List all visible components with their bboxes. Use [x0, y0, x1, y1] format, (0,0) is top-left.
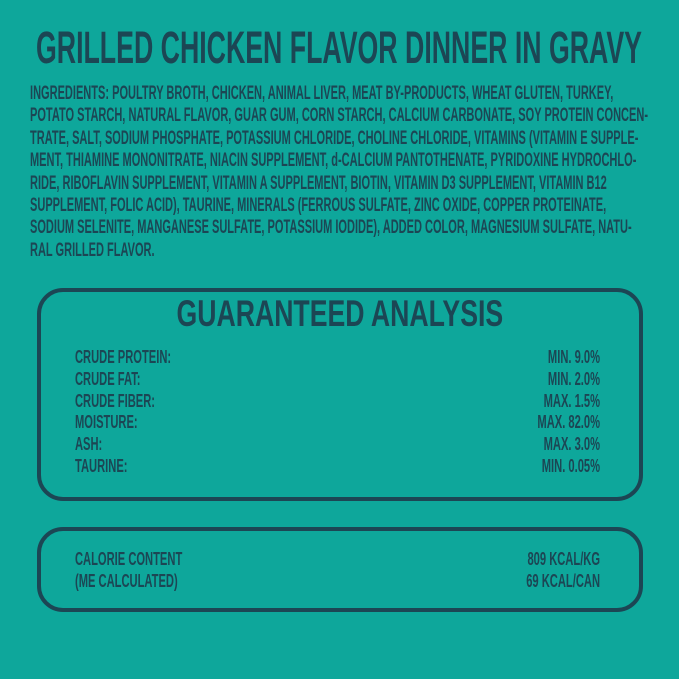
page-title [36, 22, 646, 73]
analysis-label: ASH: [75, 434, 103, 455]
ingredient-line-text: INGREDIENTS: POULTRY BROTH, CHICKEN, ANIMAL LIVER, MEAT BY-PRODUCTS, WHEAT GLUTEN, TURKEY, [30, 83, 614, 104]
ingredient-line [30, 173, 650, 195]
analysis-label: TAURINE: [75, 455, 128, 476]
ingredient-line-text: SUPPLEMENT, FOLIC ACID), TAURINE, MINERALS (FERROUS SULFATE, ZINC OXIDE, COPPER PROTEINATE, [30, 194, 607, 216]
ingredient-line [30, 83, 650, 105]
page-title-text: GRILLED CHICKEN FLAVOR DINNER IN GRAVY [36, 22, 642, 73]
ingredient-line [30, 150, 650, 172]
ingredient-line-text: RIDE, RIBOFLAVIN SUPPLEMENT, VITAMIN A SUPPLEMENT, BIOTIN, VITAMIN D3 SUPPLEMENT, VITAMIN B12 [30, 172, 607, 194]
analysis-value: MAX. 3.0% [543, 434, 600, 455]
ingredient-line [30, 240, 650, 262]
analysis-label: MOISTURE: [75, 412, 138, 433]
guaranteed-analysis-heading [41, 294, 639, 334]
analysis-value: MIN. 0.05% [541, 455, 600, 476]
calorie-label-line2: (ME CALCULATED) [75, 570, 178, 591]
ingredient-line-text: MENT, THIAMINE MONONITRATE, NIACIN SUPPLEMENT, d-CALCIUM PANTOTHENATE, PYRIDOXINE HYDROCHLO- [30, 150, 637, 172]
ingredient-line-text: TRATE, SALT, SODIUM PHOSPHATE, POTASSIUM CHLORIDE, CHOLINE CHLORIDE, VITAMINS (VITAMIN E SUPPLE- [30, 127, 639, 149]
analysis-label: CRUDE FAT: [75, 368, 141, 389]
calorie-value-line2: 69 KCAL/CAN [526, 570, 600, 591]
analysis-label: CRUDE PROTEIN: [75, 347, 172, 367]
ingredient-line [30, 195, 650, 217]
calorie-content-box [37, 527, 643, 612]
ingredient-line [30, 128, 650, 150]
guaranteed-analysis-heading-text: GUARANTEED ANALYSIS [176, 293, 504, 334]
row-ash [75, 434, 600, 456]
calorie-label-line1: CALORIE CONTENT [75, 548, 183, 569]
ingredients-paragraph [30, 83, 650, 262]
analysis-value: MIN. 2.0% [547, 368, 600, 389]
analysis-rows [41, 347, 639, 478]
analysis-value: MIN. 9.0% [547, 347, 600, 367]
ingredient-line-text: RAL GRILLED FLAVOR. [30, 239, 155, 261]
row-crude-protein [75, 347, 600, 369]
analysis-value: MAX. 82.0% [537, 412, 600, 433]
row-crude-fat [75, 369, 600, 391]
ingredient-line [30, 217, 650, 239]
row-crude-fiber [75, 391, 600, 413]
ingredient-line-text: POTATO STARCH, NATURAL FLAVOR, GUAR GUM, CORN STARCH, CALCIUM CARBONATE, SOY PROTEIN CONCEN- [30, 105, 648, 127]
analysis-label: CRUDE FIBER: [75, 390, 155, 411]
calorie-value-line1: 809 KCAL/KG [527, 548, 600, 569]
calorie-label [75, 548, 248, 592]
guaranteed-analysis-box [37, 288, 643, 501]
analysis-value: MAX. 1.5% [543, 390, 600, 411]
ingredient-line [30, 105, 650, 127]
row-taurine [75, 456, 600, 478]
ingredient-line-text: SODIUM SELENITE, MANGANESE SULFATE, POTASSIUM IODIDE), ADDED COLOR, MAGNESIUM SULFATE, NATU- [30, 217, 632, 239]
row-moisture [75, 412, 600, 434]
calorie-values [481, 548, 600, 592]
